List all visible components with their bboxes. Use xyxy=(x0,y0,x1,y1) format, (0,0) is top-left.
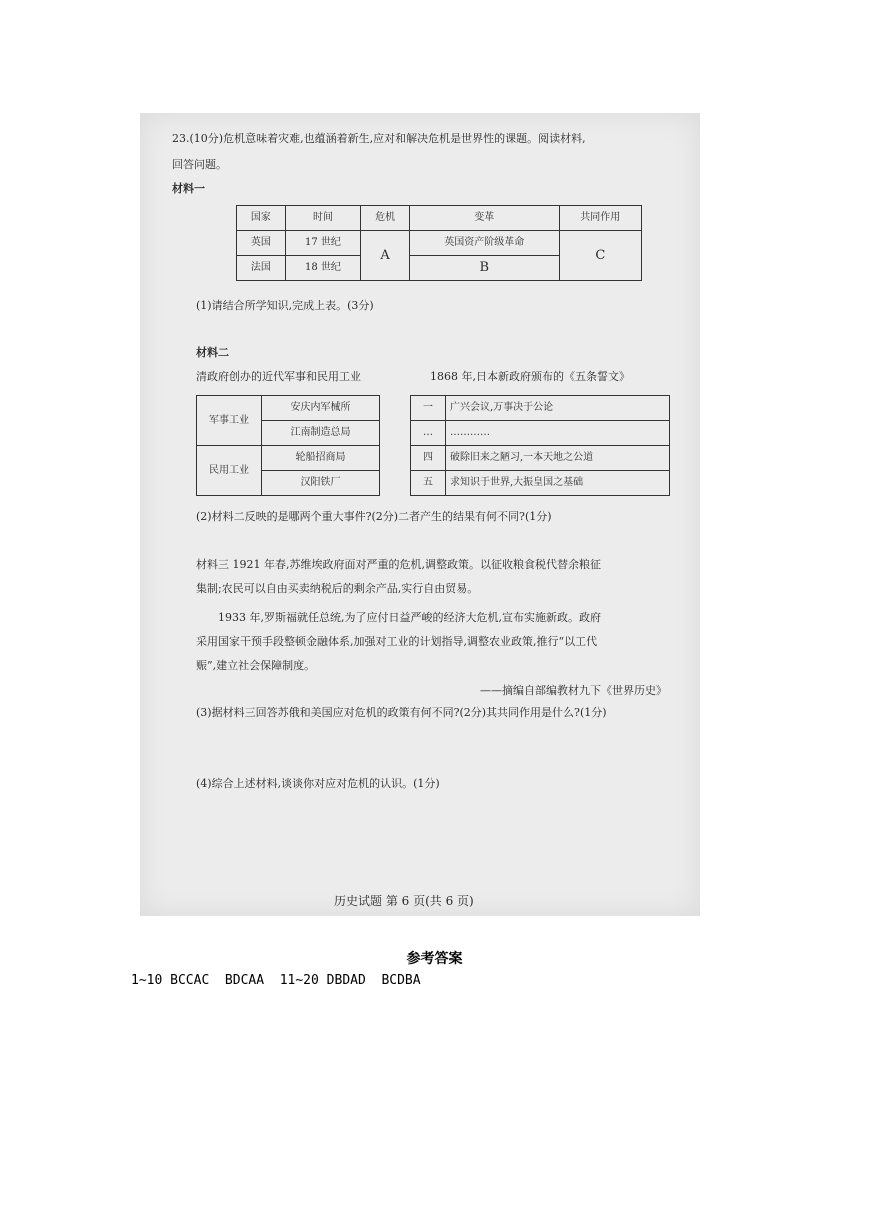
material3-para2-line2: 采用国家干预手段整顿金融体系,加强对工业的计划指导,调整农业政策,推行“以工代 xyxy=(196,635,598,648)
material3-para1-line1: 材料三 1921 年春,苏维埃政府面对严重的危机,调整政策。以征收粮食税代替余粮征 xyxy=(196,558,601,571)
question-1: (1)请结合所学知识,完成上表。(3分) xyxy=(196,299,374,312)
material2-left-caption: 清政府创办的近代军事和民用工业 xyxy=(196,370,361,383)
header-effect: 共同作用 xyxy=(559,206,641,231)
civil-industry-label: 民用工业 xyxy=(197,446,262,496)
q23-intro-line1: 23.(10分)危机意味着灾难,也蕴涵着新生,应对和解决危机是世界性的课题。阅读材料, xyxy=(172,132,586,145)
charter-oath-table xyxy=(410,395,670,496)
cell-france: 法国 xyxy=(237,256,286,281)
q23-intro-line2: 回答问题。 xyxy=(172,158,227,171)
anqing-arsenal: 安庆内军械所 xyxy=(262,396,380,421)
cell-england: 英国 xyxy=(237,231,286,256)
qing-industry-table xyxy=(196,395,380,496)
question-4: (4)综合上述材料,谈谈你对应对危机的认识。(1分) xyxy=(196,777,440,790)
material3-source: ——摘编自部编教材九下《世界历史》 xyxy=(480,684,667,697)
scanned-exam-page xyxy=(140,113,700,916)
jiangnan-arsenal: 江南制造总局 xyxy=(262,421,380,446)
material3-para2-line1: 1933 年,罗斯福就任总统,为了应付日益严峻的经济大危机,宣布实施新政。政府 xyxy=(218,611,601,624)
hanyang-ironworks: 汉阳铁厂 xyxy=(262,471,380,496)
oath-text-1: 广兴会议,万事决于公论 xyxy=(446,396,670,421)
oath-text-4: 破除旧来之陋习,一本天地之公道 xyxy=(446,446,670,471)
oath-num-1: 一 xyxy=(411,396,446,421)
oath-num-4: 四 xyxy=(411,446,446,471)
answers-line: 1~10 BCCAC BDCAA 11~20 DBDAD BCDBA xyxy=(131,973,421,988)
material1-table xyxy=(236,205,642,281)
material1-label: 材料一 xyxy=(172,182,205,195)
cell-18c: 18 世纪 xyxy=(285,256,360,281)
cell-B: B xyxy=(409,256,559,281)
oath-text-5: 求知识于世界,大振皇国之基础 xyxy=(446,471,670,496)
cell-A: A xyxy=(361,231,410,281)
page-footer: 历史试题 第 6 页(共 6 页) xyxy=(334,894,474,908)
question-2: (2)材料二反映的是哪两个重大事件?(2分)二者产生的结果有何不同?(1分) xyxy=(196,510,552,523)
oath-text-ellipsis: ………… xyxy=(446,421,670,446)
cell-english-revolution: 英国资产阶级革命 xyxy=(409,231,559,256)
cell-C: C xyxy=(559,231,641,281)
oath-num-5: 五 xyxy=(411,471,446,496)
header-reform: 变革 xyxy=(409,206,559,231)
header-time: 时间 xyxy=(285,206,360,231)
material2-label: 材料二 xyxy=(196,346,229,359)
oath-num-ellipsis: … xyxy=(411,421,446,446)
material3-para2-line3: 赈”,建立社会保障制度。 xyxy=(196,659,316,672)
answers-title: 参考答案 xyxy=(406,951,463,967)
military-industry-label: 军事工业 xyxy=(197,396,262,446)
material3-para1-line2: 集制;农民可以自由买卖纳税后的剩余产品,实行自由贸易。 xyxy=(196,582,479,595)
steamship-company: 轮船招商局 xyxy=(262,446,380,471)
material2-right-caption: 1868 年,日本新政府颁布的《五条誓文》 xyxy=(430,370,630,383)
question-3: (3)据材料三回答苏俄和美国应对危机的政策有何不同?(2分)其共同作用是什么?(1分) xyxy=(196,706,607,719)
cell-17c: 17 世纪 xyxy=(285,231,360,256)
header-country: 国家 xyxy=(237,206,286,231)
header-crisis: 危机 xyxy=(361,206,410,231)
